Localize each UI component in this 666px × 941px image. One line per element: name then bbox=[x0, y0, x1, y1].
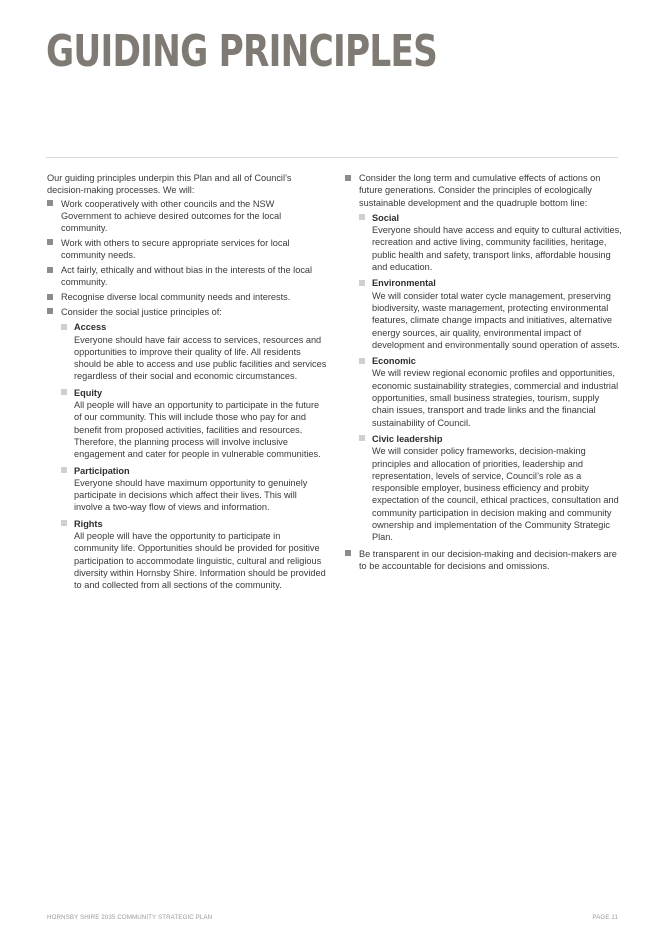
sub-bullet-square-icon bbox=[61, 324, 67, 330]
list-item: Recognise diverse local community needs and interests. bbox=[47, 291, 327, 303]
sub-list-item bbox=[359, 355, 622, 429]
sub-item-title: Environmental bbox=[372, 278, 436, 289]
sub-bullet-square-icon bbox=[359, 214, 365, 220]
bullet-square-icon bbox=[345, 175, 351, 181]
sub-bullet-square-icon bbox=[359, 280, 365, 286]
sub-item-text: All people will have an opportunity to participate in the future of our community. This will include those who pay for and benefit from proposed activities, facilities and resources. Therefore, the planning process will involve inclusive engagement and cater for people in vulnerable communities. bbox=[74, 400, 321, 460]
sub-item-text: Everyone should have fair access to services, resources and opportunities to improve their quality of life. All residents should be able to access and use public facilities and services regardless of their social and economic circumstances. bbox=[74, 334, 327, 382]
social-justice-sublist bbox=[61, 321, 327, 591]
sub-list-item bbox=[61, 518, 327, 592]
sub-item-text: Everyone should have maximum opportunity to genuinely participate in decisions which affect their lives. This will involve a two-way flow of views and information. bbox=[74, 477, 308, 513]
list-item: Consider the social justice principles of: Access Everyone should have fair access to services, resources and opportunities to improve their quality of life. All residents should be able to access and use public facilities and services regardless of their social and economic circumstances. Equity All people will have an opportunity to participate in the future of our community. This will include those who pay for and benefit from proposed activities, facilities and resources. Therefore, the planning process will involve inclusive engagement and cater for people in vulnerable communities. Participation Everyone should have maximum opportunity to genuinely participate in decisions which affect their lives. This will involve a two-way flow of views and information. Rights All people will have the opportunity to participate in community life. Opportunities should be provided for positive participation to accommodate linguistic, cultural and religious diversity within Hornsby Shire. Information should be provided to and collected from all sections of the community. bbox=[47, 306, 327, 592]
quadruple-bottom-line-sublist bbox=[359, 212, 622, 544]
sub-item-text: We will consider total water cycle management, preserving biodiversity, waste management, protecting environmental features, climate change impacts and initiatives, alternative energy sources, air quality, environmental impact of development and environmentally sound operation of assets. bbox=[372, 290, 620, 350]
sub-bullet-square-icon bbox=[61, 520, 67, 526]
sub-item-title: Access bbox=[74, 322, 107, 333]
sub-list-item bbox=[61, 465, 327, 514]
sub-list-item bbox=[61, 321, 327, 382]
sub-item-title: Equity bbox=[74, 387, 103, 398]
sub-bullet-square-icon bbox=[61, 467, 67, 473]
list-item: Work with others to secure appropriate services for local community needs. bbox=[47, 237, 327, 262]
list-item: Act fairly, ethically and without bias in the interests of the local community. bbox=[47, 264, 327, 289]
sub-list-item bbox=[359, 212, 622, 273]
bullet-square-icon bbox=[345, 550, 351, 556]
sub-list-item bbox=[359, 433, 622, 544]
bullet-square-icon bbox=[47, 200, 53, 206]
sub-item-title: Participation bbox=[74, 465, 130, 476]
bullet-square-icon bbox=[47, 308, 53, 314]
sub-bullet-square-icon bbox=[61, 389, 67, 395]
sub-bullet-square-icon bbox=[359, 435, 365, 441]
divider bbox=[46, 157, 618, 158]
left-column bbox=[47, 172, 327, 596]
sub-item-text: We will review regional economic profiles and opportunities, economic sustainability strategies, commercial and industrial opportunities, small business strategies, tourism, supply chain issues, transport and trade links and the financial sustainability of Council. bbox=[372, 368, 619, 428]
footer-publication-title: HORNSBY SHIRE 2035 COMMUNITY STRATEGIC PLAN bbox=[47, 914, 213, 921]
sub-list-item bbox=[61, 387, 327, 461]
sub-item-text: We will consider policy frameworks, decision-making principles and allocation of priorities, leadership and representation, levels of service, Council’s role as a responsible employer, business efficiency and probity expectation of the council, ethical practices, consultation and community participation in decision making and community ownership and implementation of the Community Strategic Plan. bbox=[372, 446, 619, 543]
right-column bbox=[345, 172, 622, 575]
intro-text: Our guiding principles underpin this Plan and all of Council’s decision-making processes. We will: bbox=[47, 173, 292, 196]
list-item: Be transparent in our decision-making and decision-makers are to be accountable for decisions and omissions. bbox=[345, 548, 622, 573]
footer-page-number: PAGE 11 bbox=[592, 914, 618, 921]
sub-bullet-square-icon bbox=[359, 358, 365, 364]
page-title: GUIDING PRINCIPLES bbox=[46, 26, 438, 77]
sub-item-title: Economic bbox=[372, 356, 416, 367]
principles-list-continued bbox=[345, 172, 622, 572]
list-item: Consider the long term and cumulative effects of actions on future generations. Consider the principles of ecologically sustainable development and the quadruple bottom line: Social Everyone should have access and equity to cultural activities, recreation and active living, community facilities, heritage, public health and safety, transport links, affordable housing and education. Environmental We will consider total water cycle management, preserving biodiversity, waste management, protecting environmental features, climate change impacts and initiatives, alternative energy sources, air quality, environmental impact of development and environmentally sound operation of assets. Economic We will review regional economic profiles and opportunities, economic sustainability strategies, commercial and industrial opportunities, small business strategies, tourism, supply chain issues, transport and trade links and the financial sustainability of Council. Civic leadership We will consider policy frameworks, decision-making principles and allocation of priorities, leadership and representation, levels of service, Council’s role as a responsible employer, business efficiency and probity expectation of the council, ethical practices, consultation and community participation in decision making and community ownership and implementation of the Community Strategic Plan. bbox=[345, 172, 622, 544]
list-item: Work cooperatively with other councils and the NSW Government to achieve desired outcomes for the local community. bbox=[47, 198, 327, 235]
sub-item-text: All people will have the opportunity to participate in community life. Opportunities should be provided for positive participation to accommodate linguistic, cultural and religious diversity within Hornsby Shire. Information should be provided to and collected from all sections of the community. bbox=[74, 531, 326, 591]
sub-item-title: Rights bbox=[74, 518, 103, 529]
bullet-square-icon bbox=[47, 239, 53, 245]
bullet-square-icon bbox=[47, 267, 53, 273]
bullet-square-icon bbox=[47, 294, 53, 300]
sub-list-item bbox=[359, 277, 622, 351]
principles-list bbox=[47, 198, 327, 592]
sub-item-title: Civic leadership bbox=[372, 433, 443, 444]
sub-item-title: Social bbox=[372, 212, 400, 223]
sub-item-text: Everyone should have access and equity to cultural activities, recreation and active living, community facilities, heritage, public health and safety, transport links, affordable housing and education. bbox=[372, 225, 622, 273]
